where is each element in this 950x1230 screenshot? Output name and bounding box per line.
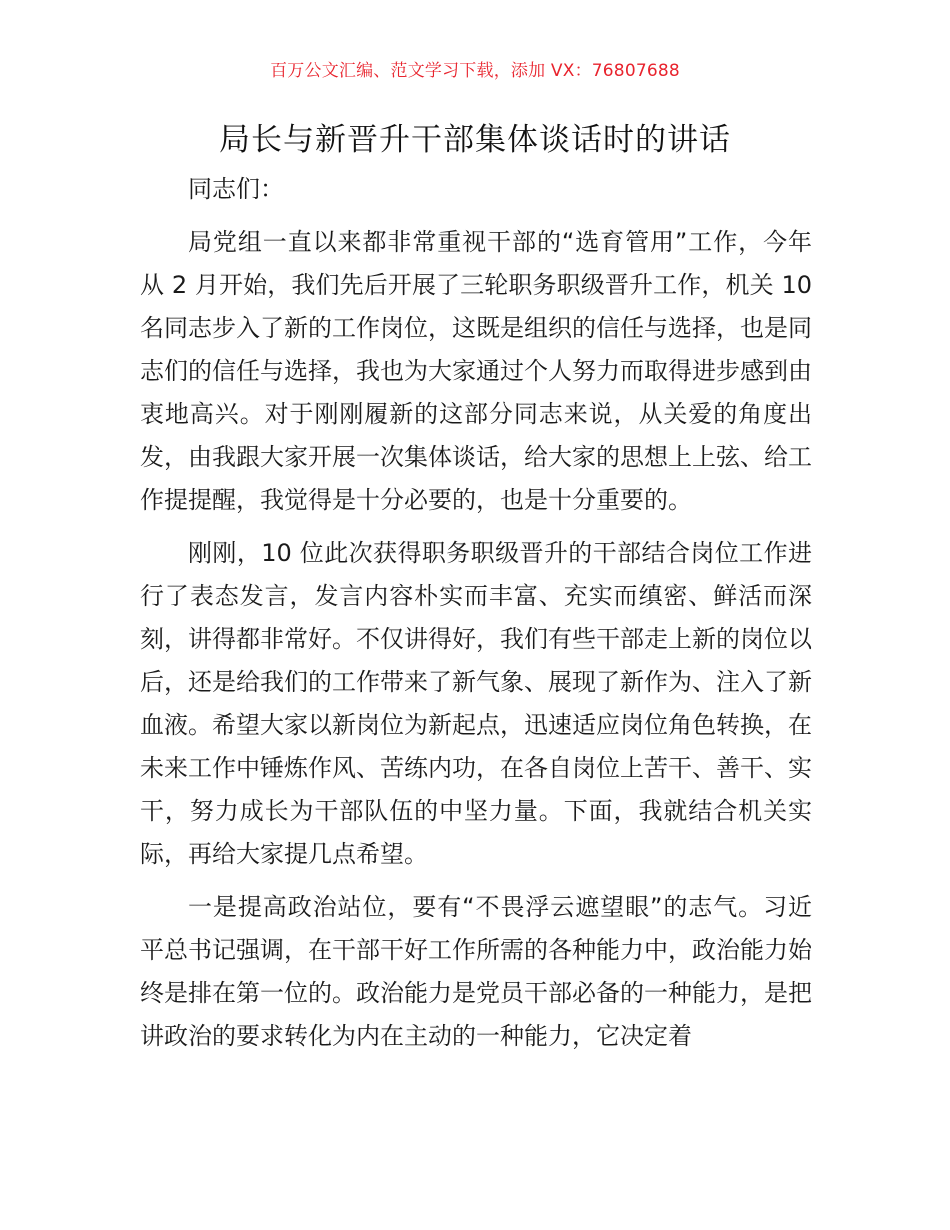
paragraph-3: 一是提高政治站位，要有“不畏浮云遮望眼”的志气。习近平总书记强调，在干部干好工作所需的各种能力中，政治能力始终是排在第一位的。政治能力是党员干部必备的一种能力，是把讲政治的要求转化为内在主动的一种能力，它决定着 [140,893,812,1050]
paragraph-2: 刚刚，10 位此次获得职务职级晋升的干部结合岗位工作进行了表态发言，发言内容朴实而丰富、充实而缜密、鲜活而深刻，讲得都非常好。不仅讲得好，我们有些干部走上新的岗位以后，还是给我们的工作带来了新气象、展现了新作为、注入了新血液。希望大家以新岗位为新起点，迅速适应岗位角色转换，在未来工作中锤炼作风、苦练内功，在各自岗位上苦干、善干、实干，努力成长为干部队伍的中坚力量。下面，我就结合机关实际，再给大家提几点希望。 [140,539,812,868]
document-body [140,168,812,1068]
paragraph-1: 局党组一直以来都非常重视干部的“选育管用”工作，今年从 2 月开始，我们先后开展了三轮职务职级晋升工作，机关 10 名同志步入了新的工作岗位，这既是组织的信任与选择，也是同志们的信任与选择，我也为大家通过个人努力而取得进步感到由衷地高兴。对于刚刚履新的这部分同志来说，从关爱的角度出发，由我跟大家开展一次集体谈话，给大家的思想上上弦、给工作提提醒，我觉得是十分必要的，也是十分重要的。 [140,228,812,514]
document-title: 局长与新晋升干部集体谈话时的讲话 [219,122,731,158]
greeting: 同志们： [188,175,284,203]
watermark-header: 百万公文汇编、范文学习下载，添加 VX：76807688 [270,61,680,81]
